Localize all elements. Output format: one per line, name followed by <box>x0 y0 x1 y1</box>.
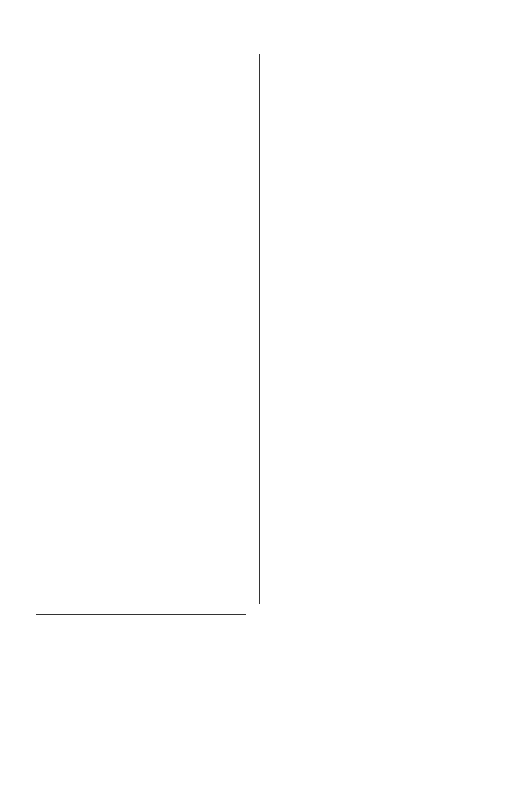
column-divider <box>259 54 260 604</box>
footnote-rule <box>36 614 246 615</box>
